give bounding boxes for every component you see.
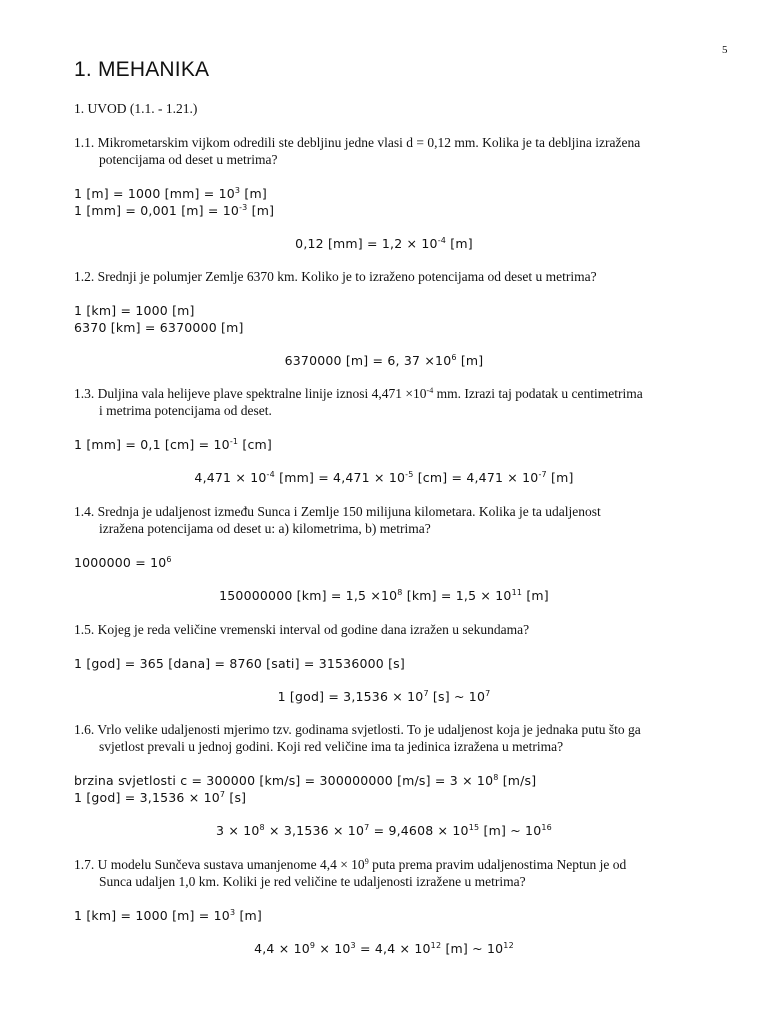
problem-1-3-text-cont: i metrima potencijama od deset.: [99, 403, 272, 418]
problem-1-4-text: 1.4. Srednja je udaljenost između Sunca i Zemlje 150 milijuna kilometara. Kolika je ta udaljenost: [74, 504, 601, 519]
problem-1-2-text: 1.2. Srednji je polumjer Zemlje 6370 km. Koliko je to izraženo potencijama od deset u metrima?: [74, 269, 597, 284]
problem-1-2-step-2: 6370 [km] = 6370000 [m]: [74, 320, 244, 335]
problem-1-7-text: 1.7. U modelu Sunčeva sustava umanjenome $4,4 \times 10^9$ puta prema pravim udaljenostima Neptun je od: [74, 857, 627, 872]
problem-1-6-result: $3 \times 10^8 \times 3,1536 \times 10^7 = 9,4608 \times 10^{15}$ [m] ~ $10^{16}$: [216, 823, 552, 838]
problem-1-6-text-cont: svjetlost prevali u jednoj godini. Koji red veličine ima ta jedinica izražena u metrima?: [99, 739, 564, 754]
problem-1-3-result: $4,471 \times 10^{-4}$ $[mm] = 4,471 \times 10^{-5}$ $[cm] = 4,471 \times 10^{-7}$ [m]: [194, 470, 574, 485]
section-heading: 1. UVOD (1.1. - 1.21.): [74, 101, 198, 116]
problem-1-5-text: 1.5. Kojeg je reda veličine vremenski interval od godine dana izražen u sekundama?: [74, 622, 530, 637]
problem-1-2-step-1: 1 [km] = 1000 [m]: [74, 303, 195, 318]
problem-1-1-step-2: 1 [mm] = 0,001 $[m] = 10^{-3}$ [m]: [74, 203, 275, 218]
problem-1-1-text-cont: potencijama od deset u metrima?: [99, 152, 278, 167]
problem-1-7-text-cont: Sunca udaljen 1,0 km. Koliki je red veličine te udaljenosti izražene u metrima?: [99, 874, 526, 889]
chapter-title: 1. MEHANIKA: [74, 58, 210, 81]
problem-1-3-text: 1.3. Duljina vala helijeve plave spektralne linije iznosi $4,471 \times 10^{-4}$ mm. Izrazi taj podatak u centimetrima: [74, 386, 643, 401]
problem-1-7-step-1: 1 [km] = 1000 $[m] = 10^3$ [m]: [74, 908, 262, 923]
problem-1-5-result: 1 $[god] = 3,1536 \times 10^7$ [s] ~ $10^7$: [277, 689, 491, 704]
problem-1-6-text: 1.6. Vrlo velike udaljenosti mjerimo tzv. godinama svjetlosti. To je udaljenost koja je jednaka putu što ga: [74, 722, 641, 737]
problem-1-3-step-1: 1 [mm] = 0,1 $[cm] = 10^{-1}$ [cm]: [74, 437, 273, 452]
problem-1-6-step-2: 1 $[god] = 3,1536 \times 10^7$ [s]: [74, 790, 247, 805]
problem-1-4-result: 150000000 $[km] = 1,5 \times 10^8$ $[km] = 1,5 \times 10^{11}$ [m]: [219, 588, 549, 603]
problem-1-4-text-cont: izražena potencijama od deset u: a) kilometrima, b) metrima?: [99, 521, 431, 536]
problem-1-1-text: 1.1. Mikrometarskim vijkom odredili ste debljinu jedne vlasi d = 0,12 mm. Kolika je ta debljina izražena: [74, 135, 641, 150]
problem-1-4-step-1: $1000000 = 10^6$: [74, 555, 172, 570]
page-number: 5: [722, 44, 728, 56]
problem-1-7-result: $4,4 \times 10^9 \times 10^3 = 4,4 \times 10^{12}$ [m] ~ $10^{12}$: [254, 941, 514, 956]
problem-1-1-result: 0,12 $[mm] = 1,2 \times 10^{-4}$ [m]: [295, 236, 473, 251]
problem-1-2-result: 6370000 [m] = 6, $37 \times 10^6$ [m]: [284, 353, 484, 368]
problem-1-1-step-1: 1 [m] = 1000 $[mm] = 10^3$ [m]: [74, 186, 267, 201]
problem-1-6-step-1: brzina svjetlosti c = 300000 [km/s] = 300000000 $[m/s] = 3 \times 10^8$ [m/s]: [74, 773, 537, 788]
problem-1-5-step-1: 1 [god] = 365 [dana] = 8760 [sati] = 31536000 [s]: [74, 656, 405, 671]
